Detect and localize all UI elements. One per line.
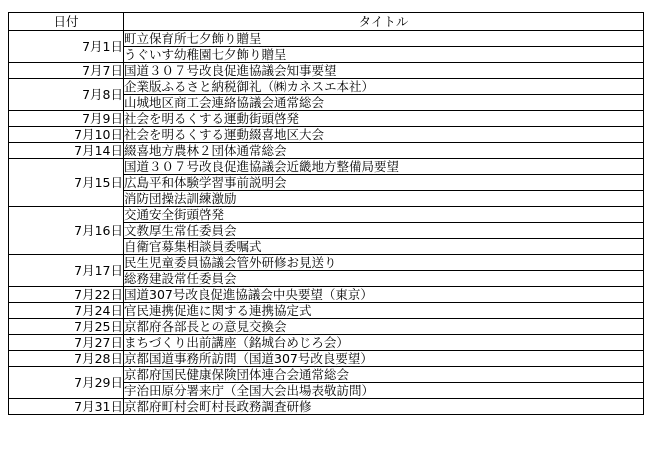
- title-cell[interactable]: 交通安全街頭啓発: [124, 207, 644, 223]
- table-row: [9, 367, 644, 383]
- date-cell[interactable]: 7月9日: [9, 111, 124, 127]
- title-cell[interactable]: まちづくり出前講座（銘城台めじろ会）: [124, 335, 644, 351]
- date-cell[interactable]: 7月24日: [9, 303, 124, 319]
- title-cell[interactable]: 国道３０７号改良促進協議会近畿地方整備局要望: [124, 159, 644, 175]
- table-row: [9, 255, 644, 271]
- title-cell[interactable]: 宇治田原分署来庁（全国大会出場表敬訪問）: [124, 383, 644, 399]
- title-cell[interactable]: 自衛官募集相談員委嘱式: [124, 239, 644, 255]
- table-row: [9, 127, 644, 143]
- title-cell[interactable]: 企業版ふるさと納税御礼（㈱カネスエ本社）: [124, 79, 644, 95]
- table-row: [9, 79, 644, 95]
- date-cell[interactable]: 7月22日: [9, 287, 124, 303]
- title-column-header: タイトル: [124, 13, 644, 31]
- table-row: [9, 303, 644, 319]
- date-cell[interactable]: 7月7日: [9, 63, 124, 79]
- title-cell[interactable]: 国道３０７号改良促進協議会知事要望: [124, 63, 644, 79]
- title-cell[interactable]: 消防団操法訓練激励: [124, 191, 644, 207]
- date-cell[interactable]: 7月14日: [9, 143, 124, 159]
- date-cell[interactable]: 7月17日: [9, 255, 124, 287]
- date-cell[interactable]: 7月29日: [9, 367, 124, 399]
- title-cell[interactable]: 総務建設常任委員会: [124, 271, 644, 287]
- table-row: [9, 111, 644, 127]
- date-cell[interactable]: 7月15日: [9, 159, 124, 207]
- title-cell[interactable]: 国道307号改良促進協議会中央要望（東京）: [124, 287, 644, 303]
- date-cell[interactable]: 7月10日: [9, 127, 124, 143]
- title-cell[interactable]: 社会を明るくする運動街頭啓発: [124, 111, 644, 127]
- title-cell[interactable]: 広島平和体験学習事前説明会: [124, 175, 644, 191]
- header-row: [9, 13, 644, 31]
- title-cell[interactable]: 京都府国民健康保険団体連合会通常総会: [124, 367, 644, 383]
- schedule-table: [8, 12, 644, 415]
- date-column-header: 日付: [9, 13, 124, 31]
- table-row: [9, 159, 644, 175]
- title-cell[interactable]: 京都府各部長との意見交換会: [124, 319, 644, 335]
- table-row: [9, 287, 644, 303]
- table-row: [9, 143, 644, 159]
- date-cell[interactable]: 7月8日: [9, 79, 124, 111]
- table-row: [9, 319, 644, 335]
- table-row: [9, 63, 644, 79]
- table-row: [9, 351, 644, 367]
- title-cell[interactable]: 山城地区商工会連絡協議会通常総会: [124, 95, 644, 111]
- title-cell[interactable]: 官民連携促進に関する連携協定式: [124, 303, 644, 319]
- title-cell[interactable]: 文教厚生常任委員会: [124, 223, 644, 239]
- title-cell[interactable]: 京都府町村会町村長政務調査研修: [124, 399, 644, 415]
- date-cell[interactable]: 7月31日: [9, 399, 124, 415]
- date-cell[interactable]: 7月27日: [9, 335, 124, 351]
- table-row: [9, 335, 644, 351]
- title-cell[interactable]: うぐいす幼稚園七夕飾り贈呈: [124, 47, 644, 63]
- table-row: [9, 207, 644, 223]
- title-cell[interactable]: 京都国道事務所訪問（国道307号改良要望）: [124, 351, 644, 367]
- title-cell[interactable]: 綴喜地方農林２団体通常総会: [124, 143, 644, 159]
- title-cell[interactable]: 民生児童委員協議会管外研修お見送り: [124, 255, 644, 271]
- title-cell[interactable]: 町立保育所七夕飾り贈呈: [124, 31, 644, 47]
- date-cell[interactable]: 7月1日: [9, 31, 124, 63]
- title-cell[interactable]: 社会を明るくする運動綴喜地区大会: [124, 127, 644, 143]
- table-row: [9, 31, 644, 47]
- date-cell[interactable]: 7月16日: [9, 207, 124, 255]
- date-cell[interactable]: 7月28日: [9, 351, 124, 367]
- date-cell[interactable]: 7月25日: [9, 319, 124, 335]
- table-row: [9, 399, 644, 415]
